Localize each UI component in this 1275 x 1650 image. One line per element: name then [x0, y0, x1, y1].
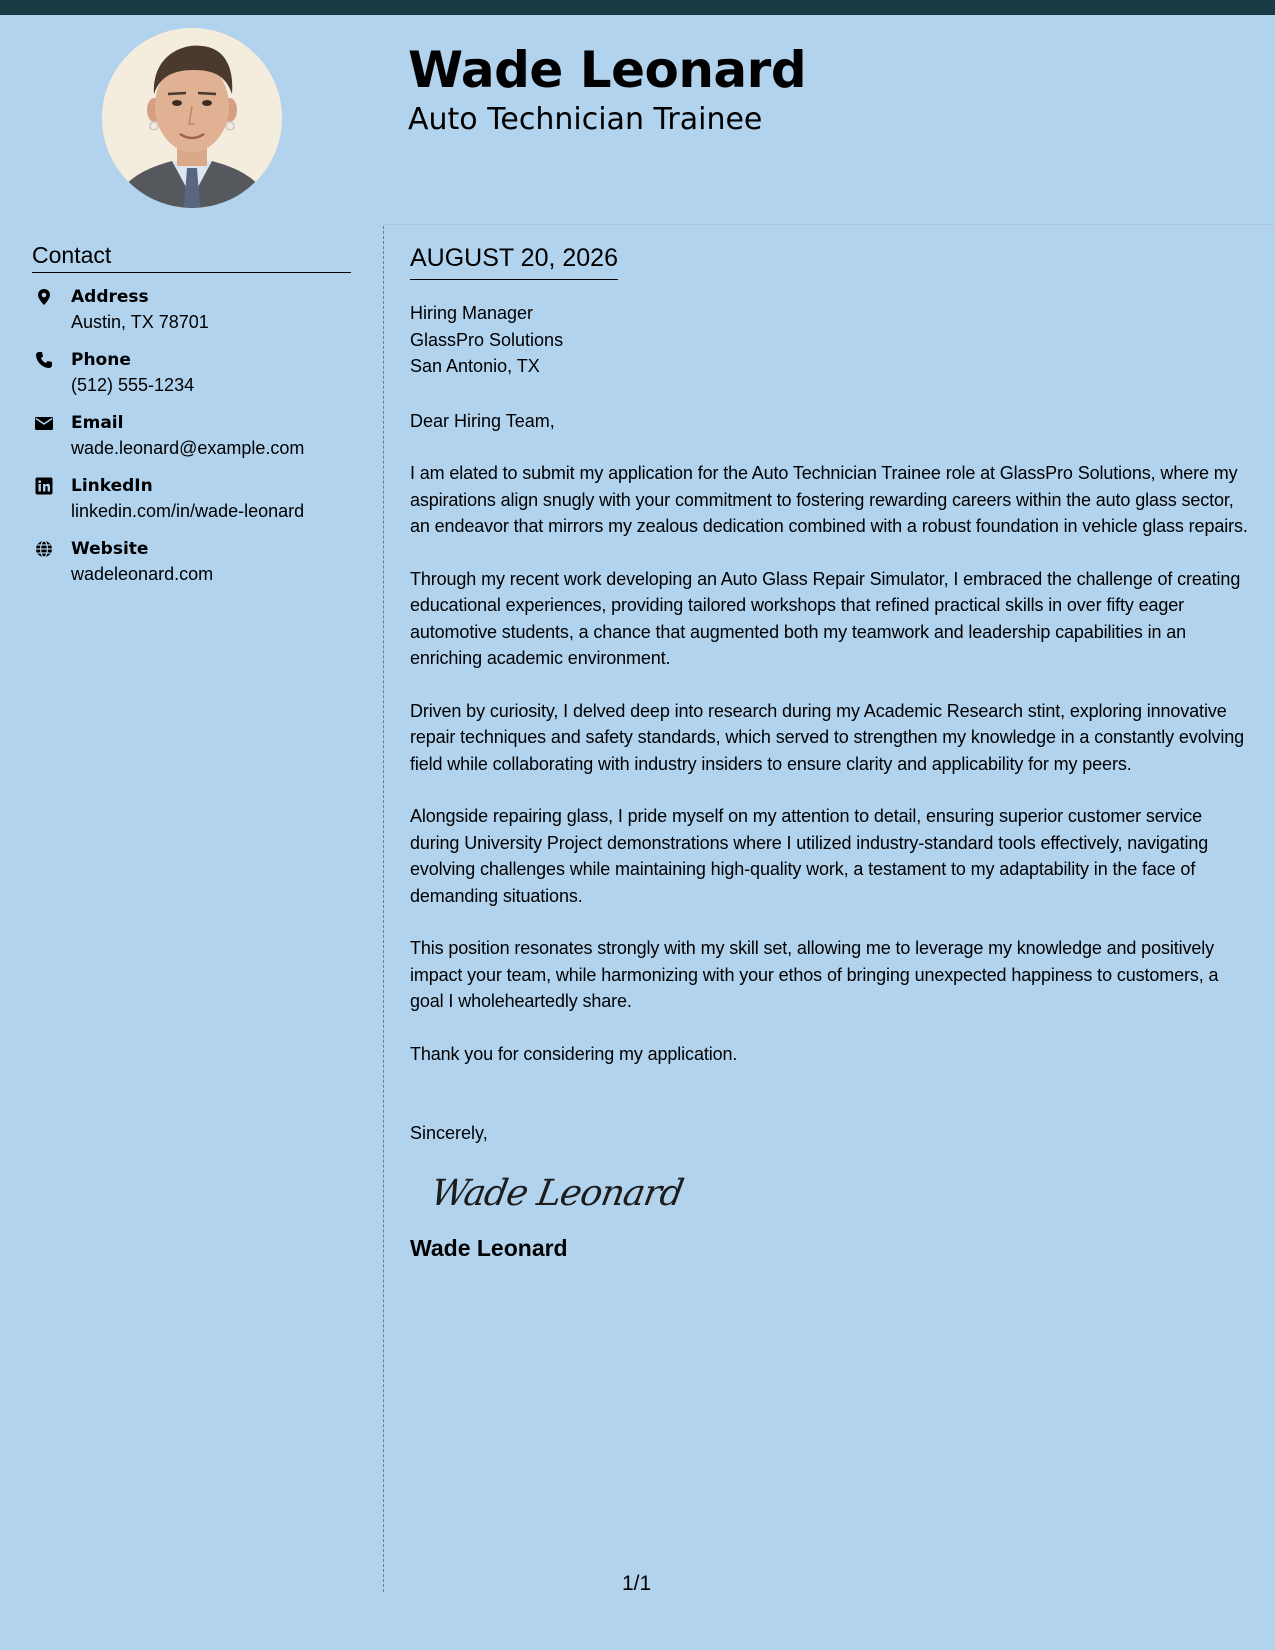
contact-label: LinkedIn: [71, 476, 153, 496]
phone-icon: [35, 351, 53, 369]
letter-paragraph: Driven by curiosity, I delved deep into research during my Academic Research stint, exploring innovative repair techniques and safety standards, which served to strengthen my knowledge in a constantly evolving field while collaborating with industry insiders to ensure clarity and applicability for my peers.: [410, 700, 1245, 774]
letter-paragraph: I am elated to submit my application for the Auto Technician Trainee role at GlassPro Solutions, where my aspirations align snugly with your commitment to fostering rewarding careers within the auto glass sector, an endeavor that mirrors my zealous dedication combined with a robust foundation in vehicle glass repairs.: [410, 463, 1248, 536]
letter-paragraph: Through my recent work developing an Auto Glass Repair Simulator, I embraced the challenge of creating educational experiences, providing tailored workshops that refined practical skills in over fifty eager automotive students, a chance that augmented both my teamwork and leadership capabilities in an enriching academic environment.: [410, 568, 1241, 668]
recipient-block: [410, 300, 1250, 380]
envelope-icon: [35, 414, 53, 432]
contact-value[interactable]: linkedin.com/in/wade-leonard: [71, 501, 305, 521]
contact-item-website: [32, 538, 362, 601]
page-number: 1/1: [622, 1572, 652, 1595]
contact-value[interactable]: wadeleonard.com: [71, 564, 214, 584]
contact-heading: Contact: [32, 240, 351, 273]
contact-label: Email: [71, 413, 124, 433]
contact-item-linkedin: [32, 475, 362, 538]
top-bar: [0, 0, 1275, 15]
closing: Sincerely,: [410, 1123, 488, 1143]
contact-list: [32, 286, 362, 601]
column-divider: [383, 226, 384, 1592]
contact-value: Austin, TX 78701: [71, 312, 209, 332]
contact-label: Address: [71, 287, 149, 307]
contact-value: (512) 555-1234: [71, 375, 195, 395]
recipient-company: GlassPro Solutions: [410, 329, 564, 350]
map-pin-icon: [35, 288, 53, 306]
salutation: Dear Hiring Team,: [410, 410, 555, 431]
letter-paragraph: Alongside repairing glass, I pride myself on my attention to detail, ensuring superior customer service during University Project demonstrations where I utilized industry-standard tools effectively, navigating evolving challenges while maintaining high-quality work, a testament to my adaptability in the face of demanding situations.: [410, 806, 1209, 906]
contact-item-email: [32, 412, 362, 475]
letter-paragraph: Thank you for considering my application.: [410, 1043, 738, 1064]
job-title: Auto Technician Trainee: [408, 102, 763, 137]
applicant-name: Wade Leonard: [408, 41, 807, 99]
letter-paragraph: This position resonates strongly with my skill set, allowing me to leverage my knowledge and positively impact your team, while harmonizing with your ethos of bringing unexpected happiness to customers, a goal I wholeheartedly share.: [410, 938, 1219, 1011]
contact-item-phone: [32, 349, 362, 412]
globe-icon: [35, 540, 53, 558]
signature: Wade Leonard: [427, 1172, 686, 1214]
contact-value[interactable]: wade.leonard@example.com: [71, 438, 305, 458]
recipient-title: Hiring Manager: [410, 303, 534, 323]
letter-body: [410, 243, 1250, 1262]
linkedin-icon: [35, 477, 53, 495]
header-divider: [384, 224, 1275, 225]
profile-photo: [102, 28, 282, 208]
recipient-location: San Antonio, TX: [410, 356, 540, 376]
contact-item-address: [32, 286, 362, 349]
signed-name: Wade Leonard: [410, 1234, 568, 1261]
contact-label: Website: [71, 539, 149, 559]
contact-label: Phone: [71, 350, 131, 370]
letter-date: AUGUST 20, 2026: [410, 243, 618, 280]
